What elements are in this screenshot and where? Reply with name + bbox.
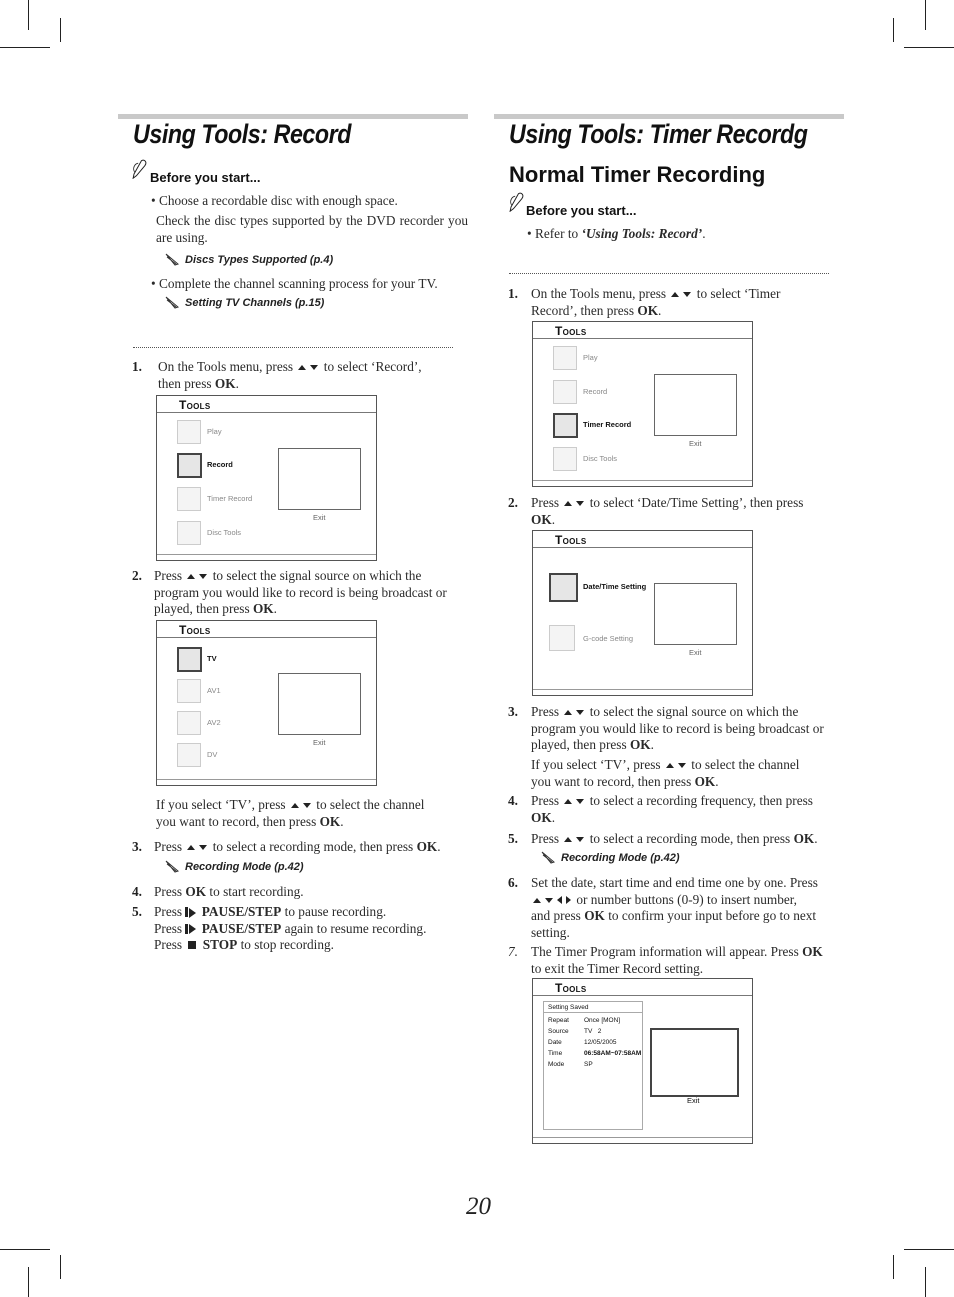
cross-reference [185,297,324,309]
setting-value: 06:58AM~07:58AM [584,1050,642,1057]
record-disc-icon [177,453,202,478]
preview-window [278,448,361,510]
step-number: 1. [132,359,142,374]
section-subheading: Normal Timer Recording [509,162,766,187]
exit-label[interactable]: Exit [689,439,702,448]
preview-window [650,1028,739,1097]
av-input-icon [177,679,201,703]
setting-key: Source [548,1028,569,1035]
disc-tools-icon [177,521,201,545]
stop-icon [188,941,196,949]
setting-value: SP [584,1061,593,1068]
step-number: 1. [508,286,518,301]
tv-icon [177,647,202,672]
step-number: 6. [508,875,518,890]
step-text: The Timer Program information will appear. Press OK to exit the Timer Record setting. [531,944,823,976]
play-disc-icon [553,346,577,370]
exit-label[interactable]: Exit [687,1096,700,1105]
crop-mark [904,47,954,48]
crop-mark [60,18,61,42]
tools-title: Tools [179,623,211,637]
note-pen-icon [130,159,148,179]
timer-disc-icon [553,413,578,438]
setting-key: Mode [548,1061,565,1068]
tools-menu-screen: Tools Date/Time Setting G-code Setting Exit [532,530,753,696]
timer-disc-icon [177,487,201,511]
g-code-icon [549,625,575,651]
record-disc-icon [553,380,577,404]
step-text: Press OK to start recording. [154,884,304,899]
av-input-icon [177,711,201,735]
step-text: Set the date, start time and end time one by one. Press or number buttons (0-9) to insert number, and press OK to confirm your input before go to next setting. [531,875,818,940]
step-number: 4. [132,884,142,899]
crop-mark [28,1267,29,1297]
tools-title: Tools [555,324,587,338]
cross-reference [561,852,680,864]
crop-mark [60,1255,61,1279]
bullet-text: • Complete the channel scanning process for your TV. [151,276,438,291]
crop-mark [0,1249,50,1250]
pencil-icon [165,295,181,309]
exit-label[interactable]: Exit [689,648,702,657]
step-number: 7. [508,944,518,959]
pencil-icon [165,859,181,873]
divider [133,347,453,348]
settings-panel [543,1001,643,1130]
pause-step-icon [185,924,188,934]
exit-label[interactable]: Exit [313,738,326,747]
cross-reference-text: Recording Mode (p.42) [561,852,680,864]
step-text: On the Tools menu, press to select ‘Record’, then press OK. [158,359,422,391]
cross-reference-text: Discs Types Supported (p.4) [185,254,334,266]
tools-menu-screen: Tools Play Record Timer Record Disc Tools Exit [532,321,753,487]
step-number: 5. [132,904,142,919]
tools-title: Tools [179,398,211,412]
bullet-text: • Refer to ‘Using Tools: Record’. [527,226,706,241]
step-text: Press to select a recording frequency, then press OK. [531,793,813,825]
tools-menu-screen: Tools Play Record Timer Record Disc Tools Exit [156,395,377,561]
section-heading: Using Tools: Timer Recordg [509,119,808,149]
preview-window [278,673,361,735]
crop-mark [0,47,50,48]
cross-reference [185,254,333,266]
step-text: Press to select the signal source on which the program you would like to record is being broadcast or played, then press OK. [154,568,447,616]
crop-mark [925,1267,926,1297]
step-text: Press to select a recording mode, then press OK. [154,839,441,854]
tools-menu-screen: Tools TV AV1 AV2 DV Exit [156,620,377,786]
setting-value: TV 2 [584,1028,602,1035]
preview-window [654,374,737,436]
step-number: 3. [132,839,142,854]
setting-key: Repeat [548,1017,569,1024]
note-pen-icon [507,192,525,212]
step-text: If you select ‘TV’, press to select the channel you want to record, then press OK. [531,757,800,789]
crop-mark [893,1255,894,1279]
before-start-label: Before you start... [526,203,637,218]
tools-title: Tools [555,981,587,995]
step-number: 3. [508,704,518,719]
step-text: Press PAUSE/STEP to pause recording. Press PAUSE/STEP again to resume recording. Press STOP to stop recording. [154,904,427,952]
page-number: 20 [466,1193,491,1220]
crop-mark [28,0,29,30]
clock-settings-icon [549,573,578,602]
bullet-text: • Choose a recordable disc with enough space. [151,193,398,208]
divider [509,273,829,274]
pencil-icon [165,252,181,266]
setting-value: 12/05/2005 [584,1039,617,1046]
bullet-text: Check the disc types supported by the DVD recorder you are using. [156,213,468,245]
step-text: Press to select the signal source on which the program you would like to record is being broadcast or played, then press OK. [531,704,824,752]
crop-mark [925,0,926,30]
step-number: 4. [508,793,518,808]
step-text: On the Tools menu, press to select ‘Timer Record’, then press OK. [531,286,781,318]
step-number: 2. [132,568,142,583]
section-heading: Using Tools: Record [133,119,352,149]
camcorder-icon [177,743,201,767]
disc-tools-icon [553,447,577,471]
step-number: 2. [508,495,518,510]
setting-key: Date [548,1039,562,1046]
crop-mark [893,18,894,42]
preview-window [654,583,737,645]
tools-menu-screen [532,978,753,1144]
crop-mark [904,1249,954,1250]
step-text: If you select ‘TV’, press to select the channel you want to record, then press OK. [156,797,425,829]
cross-reference [185,861,304,873]
pencil-icon [541,850,557,864]
step-text: Press to select a recording mode, then press OK. [531,831,818,846]
cross-reference-text: Recording Mode (p.42) [185,861,304,873]
tools-title: Tools [555,533,587,547]
play-disc-icon [177,420,201,444]
step-text: Press to select ‘Date/Time Setting’, then press OK. [531,495,804,527]
setting-saved-label: Setting Saved [548,1004,589,1011]
step-number: 5. [508,831,518,846]
exit-label[interactable]: Exit [313,513,326,522]
setting-key: Time [548,1050,563,1057]
setting-value: Once [MON] [584,1017,621,1024]
cross-reference-text: Setting TV Channels (p.15) [185,297,325,309]
pause-step-icon [185,907,188,917]
before-start-label: Before you start... [150,170,261,185]
